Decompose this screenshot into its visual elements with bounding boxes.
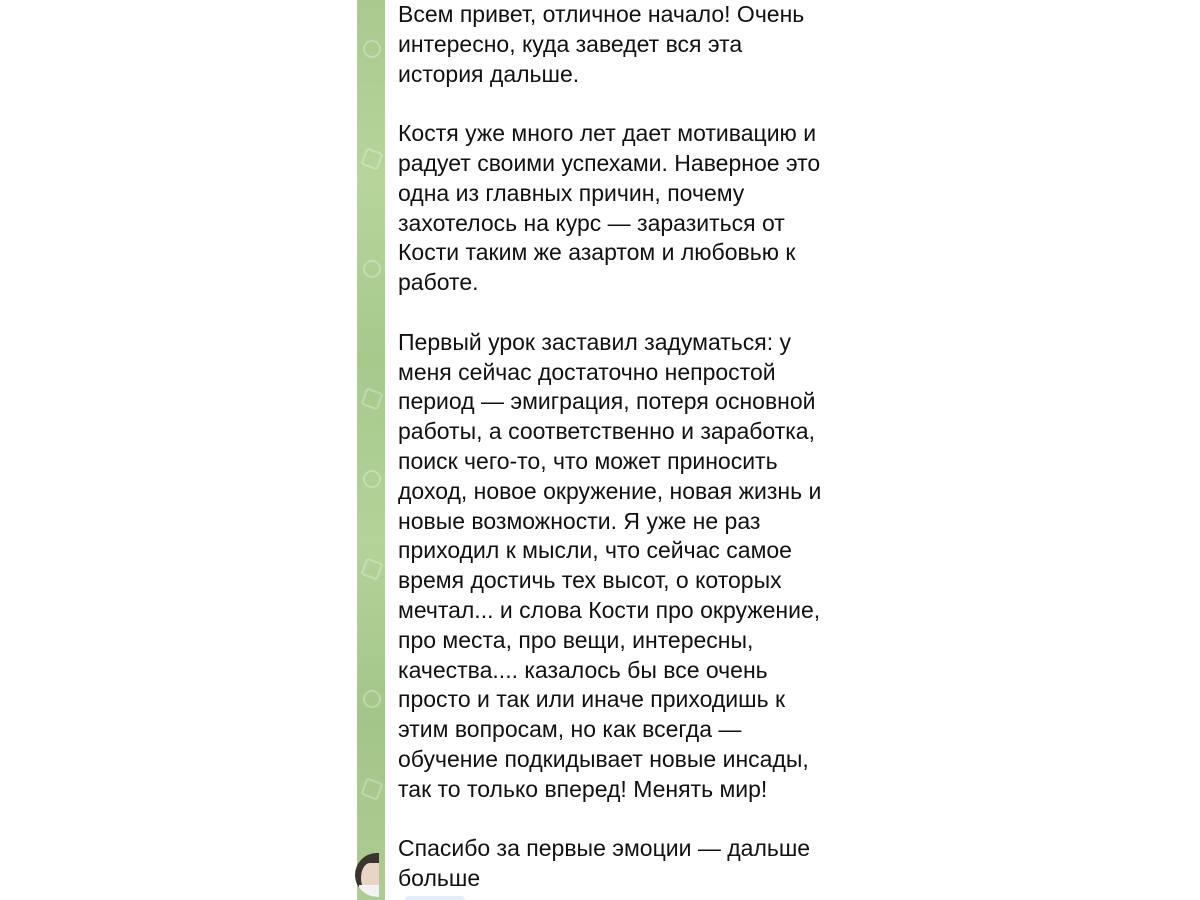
message-line: качества.... казалось бы все очень [398,656,768,683]
wallpaper-doodle [363,470,381,488]
message-line: Спасибо за первые эмоции — дальше [398,835,811,862]
paragraph-gap [398,298,848,328]
avatar-shirt [359,885,379,897]
wallpaper-doodle [363,260,381,278]
message-line: работе. [398,269,479,296]
message-line: интересно, куда заведет вся эта [398,30,743,57]
message-line: новые возможности. Я уже не раз [398,507,761,534]
paragraph-gap [398,89,848,119]
wallpaper-doodle [363,690,381,708]
message-line: работы, а соответственно и заработка, [398,418,815,445]
message-line: история дальше. [398,60,580,87]
message-line: больше [398,865,481,892]
message-line: Всем привет, отличное начало! Очень [398,1,805,27]
message-line: поиск чего-то, что может приносить [398,447,778,474]
outer-margin-left [0,0,357,900]
message-line: радует своими успехами. Наверное это [398,149,821,176]
message-line: меня сейчас достаточно непростой [398,358,776,385]
message-line: захотелось на курс — заразиться от [398,209,785,236]
message-line: Кости таким же азартом и любовью к [398,239,796,266]
message-line: одна из главных причин, почему [398,179,745,206]
chat-wallpaper [357,0,385,900]
wallpaper-doodle [360,777,383,800]
message-line: этим вопросам, но как всегда — [398,716,742,743]
message-text [398,0,848,894]
wallpaper-doodle [360,557,383,580]
message-line: приходил к мысли, что сейчас самое [398,537,792,564]
wallpaper-doodle [363,40,381,58]
message-line: так то только вперед! Менять мир! [398,775,768,802]
message-line: про места, про вещи, интересны, [398,626,754,653]
message-line: Первый урок заставил задуматься: у [398,328,792,355]
message-line: Костя уже много лет дает мотивацию и [398,120,817,147]
message-line: обучение подкидывает новые инсады, [398,745,809,772]
paragraph-gap [398,805,848,835]
reaction-bar[interactable] [405,896,465,900]
message-line: мечтал... и слова Кости про окружение, [398,596,821,623]
wallpaper-doodle [360,147,383,170]
message-line: доход, новое окружение, новая жизнь и [398,477,822,504]
message-line: время достичь тех высот, о которых [398,567,782,594]
wallpaper-doodle [360,387,383,410]
message-line: просто и так или иначе приходишь к [398,686,786,713]
message-line: период — эмиграция, потеря основной [398,388,816,415]
